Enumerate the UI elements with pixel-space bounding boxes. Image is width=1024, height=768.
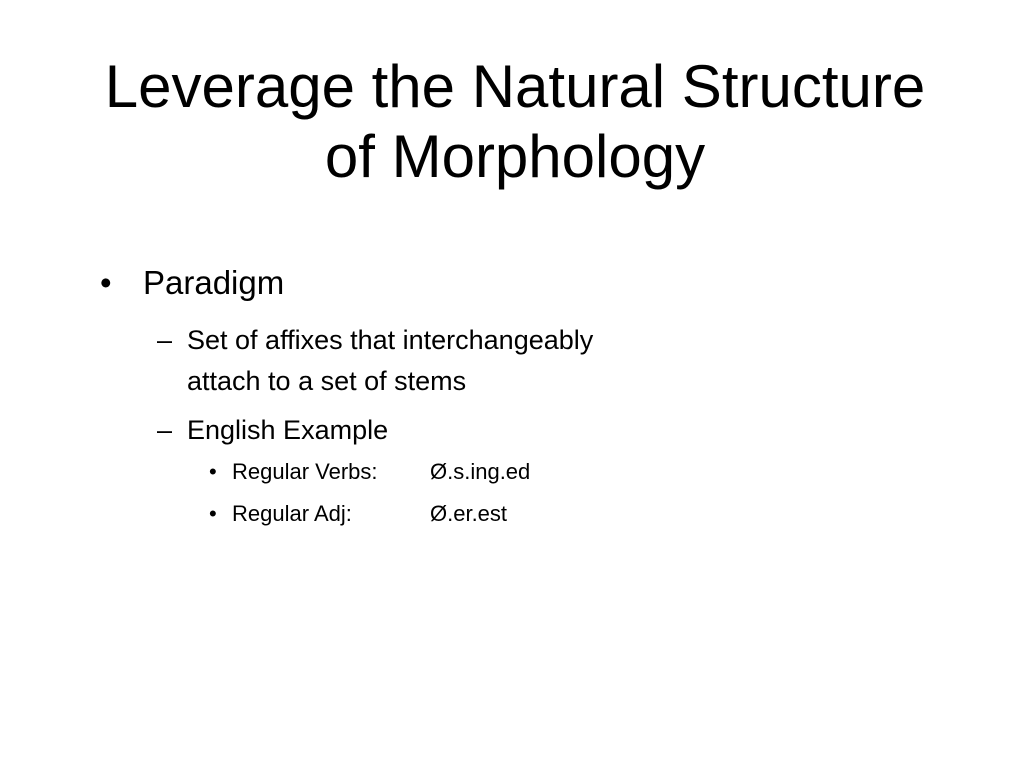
example-term: Regular Verbs: — [232, 459, 378, 484]
subbullet-definition-text — [187, 320, 593, 402]
definition-line-1: Set of affixes that interchangeably — [187, 325, 594, 355]
definition-line-2: attach to a set of stems — [187, 366, 467, 396]
dash-marker: – — [157, 415, 173, 445]
bullet-paradigm — [100, 264, 284, 302]
slide-title — [40, 52, 990, 192]
slide-title-line-2: of Morphology — [324, 123, 706, 190]
example-regular-adj — [209, 501, 507, 527]
example-value: Ø.er.est — [430, 501, 508, 526]
subbullet-english-example — [157, 410, 388, 451]
example-regular-verbs — [209, 459, 530, 485]
bullet-marker: • — [100, 264, 112, 301]
dash-marker: – — [157, 325, 173, 355]
subbullet-definition — [157, 320, 593, 402]
example-term: Regular Adj: — [232, 501, 352, 526]
slide-title-line-1: Leverage the Natural Structure — [104, 53, 926, 120]
bullet-marker: • — [209, 501, 217, 526]
example-value: Ø.s.ing.ed — [430, 459, 531, 484]
bullet-marker: • — [209, 459, 217, 484]
subbullet-english-example-text: English Example — [187, 415, 389, 445]
bullet-paradigm-text: Paradigm — [143, 264, 285, 301]
